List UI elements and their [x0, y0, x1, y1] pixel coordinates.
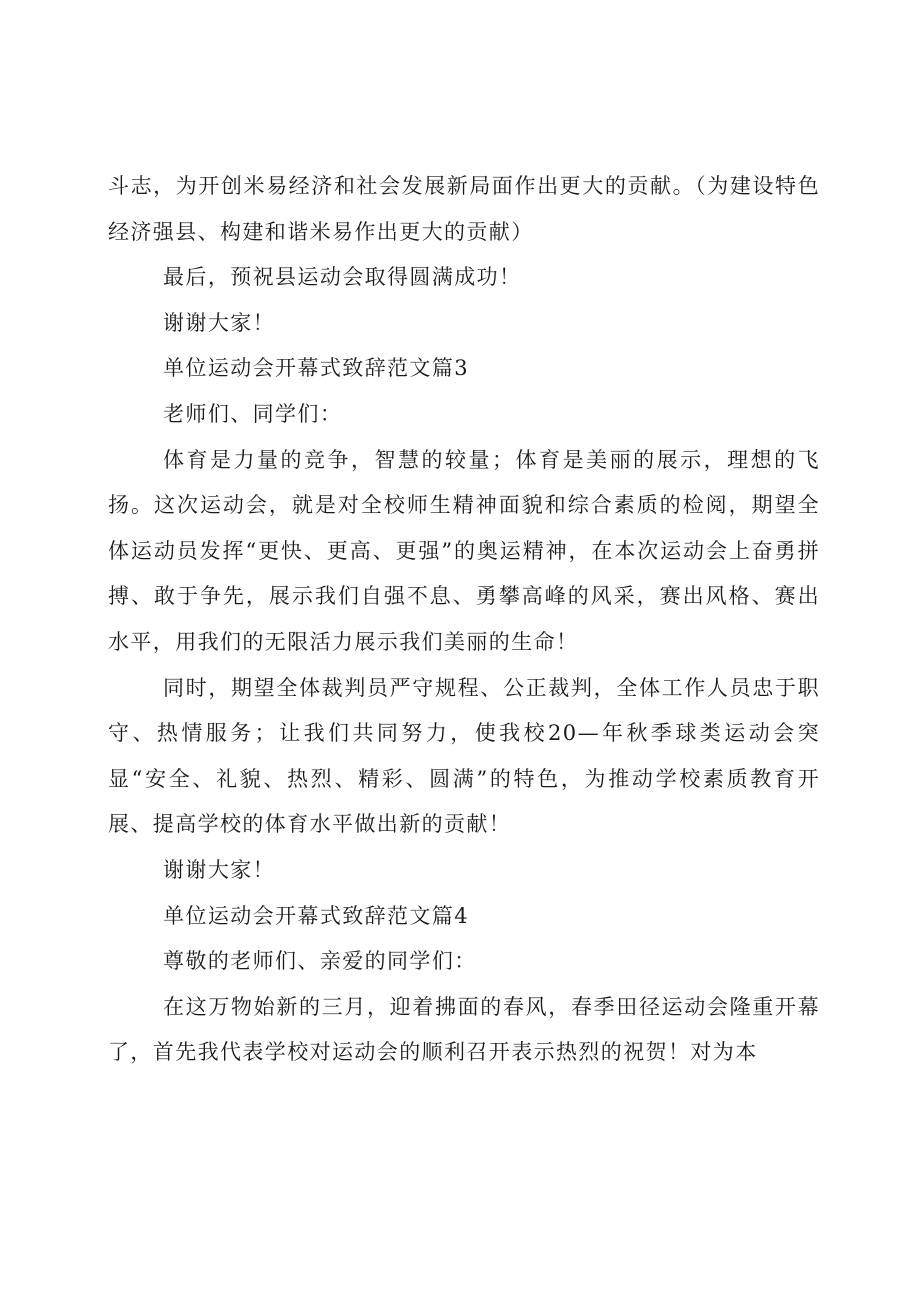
paragraph-11: 在这万物始新的三月，迎着拂面的春风，春季田径运动会隆重开幕了，首先我代表学校对运动会的顺利召开表示热烈的祝贺！对为本 [108, 994, 820, 1065]
section-heading-3: 单位运动会开幕式致辞范文篇3 [163, 356, 469, 381]
paragraph-2: 最后，预祝县运动会取得圆满成功！ [163, 265, 522, 290]
section-heading-4: 单位运动会开幕式致辞范文篇4 [163, 903, 469, 928]
paragraph-6: 体育是力量的竞争，智慧的较量；体育是美丽的展示，理想的飞扬。这次运动会，就是对全校师生精神面貌和综合素质的检阅，期望全体运动员发挥“更快、更高、更强”的奥运精神，在本次运动会上奋勇拼搏、敢于争先，展示我们自强不息、勇攀高峰的风采，赛出风格、赛出水平，用我们的无限活力展示我们美丽的生命！ [108, 447, 820, 654]
document-body [108, 164, 820, 1076]
paragraph-7: 同时，期望全体裁判员严守规程、公正裁判，全体工作人员忠于职守、热情服务；让我们共同努力，使我校20—年秋季球类运动会突显“安全、礼貌、热烈、精彩、圆满”的特色，为推动学校素质教育开展、提高学校的体育水平做出新的贡献！ [108, 675, 820, 837]
salutation-3: 老师们、同学们： [163, 401, 343, 426]
salutation-4: 尊敬的老师们、亲爱的同学们： [163, 949, 477, 974]
paragraph-1: 斗志，为开创米易经济和社会发展新局面作出更大的贡献。（为建设特色经济强县、构建和谐米易作出更大的贡献） [108, 174, 820, 244]
paragraph-3: 谢谢大家！ [163, 310, 276, 335]
paragraph-8: 谢谢大家！ [163, 857, 276, 882]
